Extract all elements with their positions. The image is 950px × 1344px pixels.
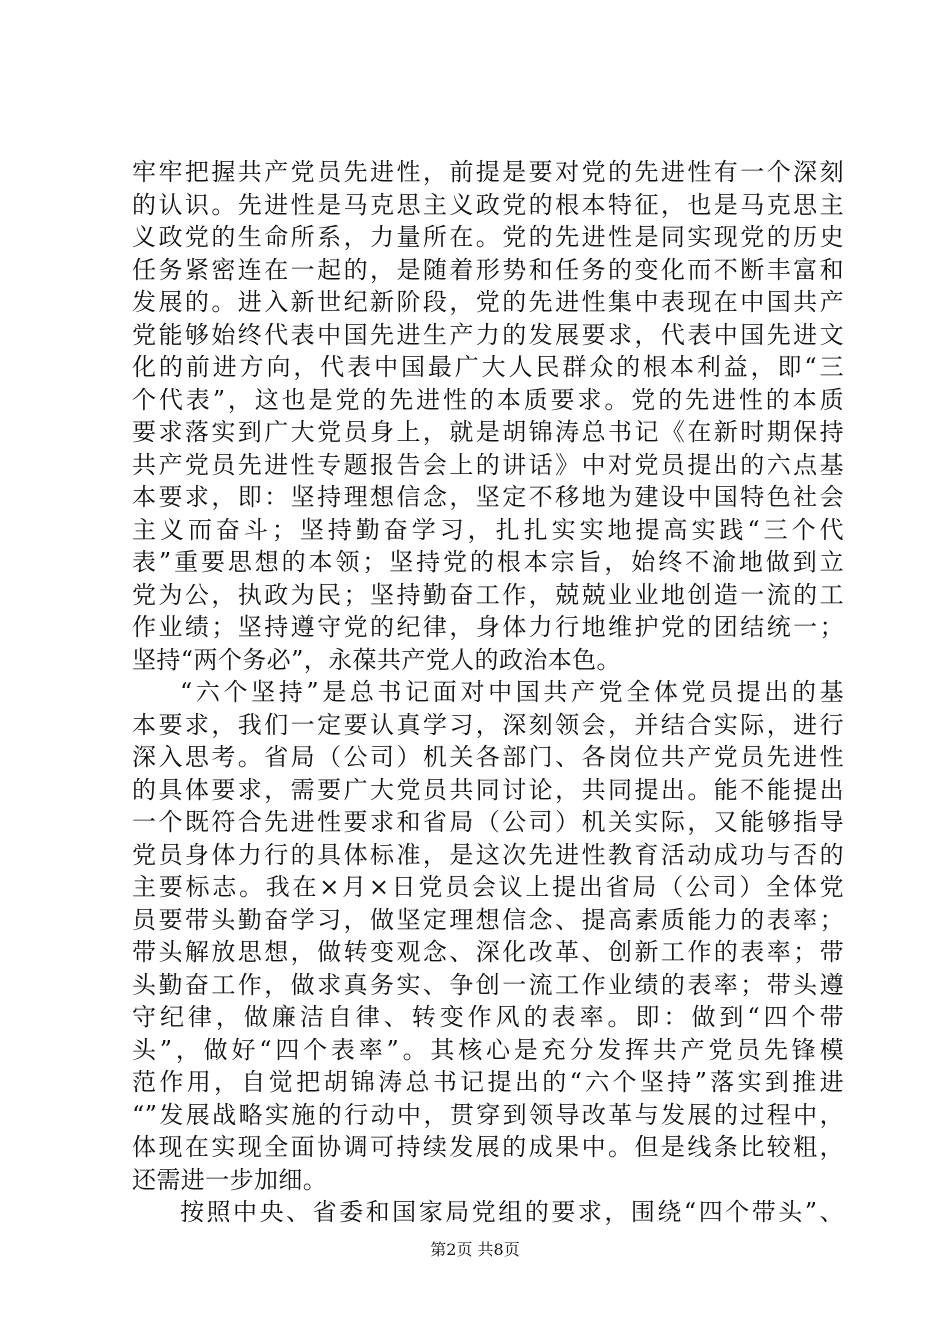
text-line: 守纪律，做廉洁自律、转变作风的表率。即：做到“四个带 (132, 1003, 844, 1031)
text-line: 按照中央、省委和国家局党组的要求，围绕“四个带头”、 (180, 1198, 844, 1226)
text-line: 主义而奋斗；坚持勤奋学习，扎扎实实地提高实践“三个代 (132, 515, 844, 544)
paragraph (132, 676, 844, 1196)
page-footer: 第2页 共8页 (430, 1240, 520, 1259)
body-text (132, 156, 844, 1229)
text-line: 的认识。先进性是马克思主义政党的根本特征，也是马克思主 (132, 190, 844, 219)
text-line: 党员身体力行的具体标准，是这次先进性教育活动成功与否的 (132, 840, 844, 869)
text-line: 头勤奋工作，做求真务实、争创一流工作业绩的表率；带头遵 (132, 970, 844, 999)
text-line: 深入思考。省局（公司）机关各部门、各岗位共产党员先进性 (132, 743, 844, 771)
text-line: 体现在实现全面协调可持续发展的成果中。但是线条比较粗， (132, 1133, 844, 1161)
text-line: 带头解放思想，做转变观念、深化改革、创新工作的表率；带 (132, 938, 844, 966)
text-line: 表”重要思想的本领；坚持党的根本宗旨，始终不渝地做到立 (132, 548, 844, 576)
text-line: 本要求，即：坚持理想信念，坚定不移地为建设中国特色社会 (132, 483, 844, 511)
text-line: 一个既符合先进性要求和省局（公司）机关实际，又能够指导 (132, 808, 844, 836)
text-line: 牢牢把握共产党员先进性，前提是要对党的先进性有一个深刻 (132, 158, 844, 186)
text-line: 范作用，自觉把胡锦涛总书记提出的“六个坚持”落实到推进 (132, 1068, 844, 1096)
text-line: 党能够始终代表中国先进生产力的发展要求，代表中国先进文 (132, 320, 844, 349)
text-line: 要求落实到广大党员身上，就是胡锦涛总书记《在新时期保持 (132, 418, 844, 446)
text-line: 的具体要求，需要广大党员共同讨论，共同提出。能不能提出 (132, 775, 844, 804)
text-line: 作业绩；坚持遵守党的纪律，身体力行地维护党的团结统一； (132, 613, 844, 641)
text-line: 化的前进方向，代表中国最广大人民群众的根本利益，即“三 (132, 353, 844, 381)
text-line: 义政党的生命所系，力量所在。党的先进性是同实现党的历史 (132, 223, 844, 251)
paragraph (132, 1196, 844, 1229)
text-line: 员要带头勤奋学习，做坚定理想信念、提高素质能力的表率； (132, 905, 844, 934)
text-line: 任务紧密连在一起的，是随着形势和任务的变化而不断丰富和 (132, 255, 844, 284)
text-line: 发展的。进入新世纪新阶段，党的先进性集中表现在中国共产 (132, 288, 844, 316)
paragraph (132, 156, 844, 676)
text-line: 本要求，我们一定要认真学习，深刻领会，并结合实际，进行 (132, 710, 844, 739)
text-line: 头”，做好“四个表率”。其核心是充分发挥共产党员先锋模 (132, 1035, 844, 1064)
text-line: 坚持“两个务必”，永葆共产党人的政治本色。 (132, 645, 621, 674)
text-line: 还需进一步加细。 (132, 1165, 328, 1194)
text-line: “”发展战略实施的行动中，贯穿到领导改革与发展的过程中， (132, 1100, 844, 1129)
text-line: 主要标志。我在×月×日党员会议上提出省局（公司）全体党 (132, 873, 844, 901)
text-line: 个代表”，这也是党的先进性的本质要求。党的先进性的本质 (132, 385, 844, 414)
text-line: “六个坚持”是总书记面对中国共产党全体党员提出的基 (180, 678, 844, 706)
text-line: 党为公，执政为民；坚持勤奋工作，兢兢业业地创造一流的工 (132, 580, 844, 609)
text-line: 共产党员先进性专题报告会上的讲话》中对党员提出的六点基 (132, 450, 844, 479)
